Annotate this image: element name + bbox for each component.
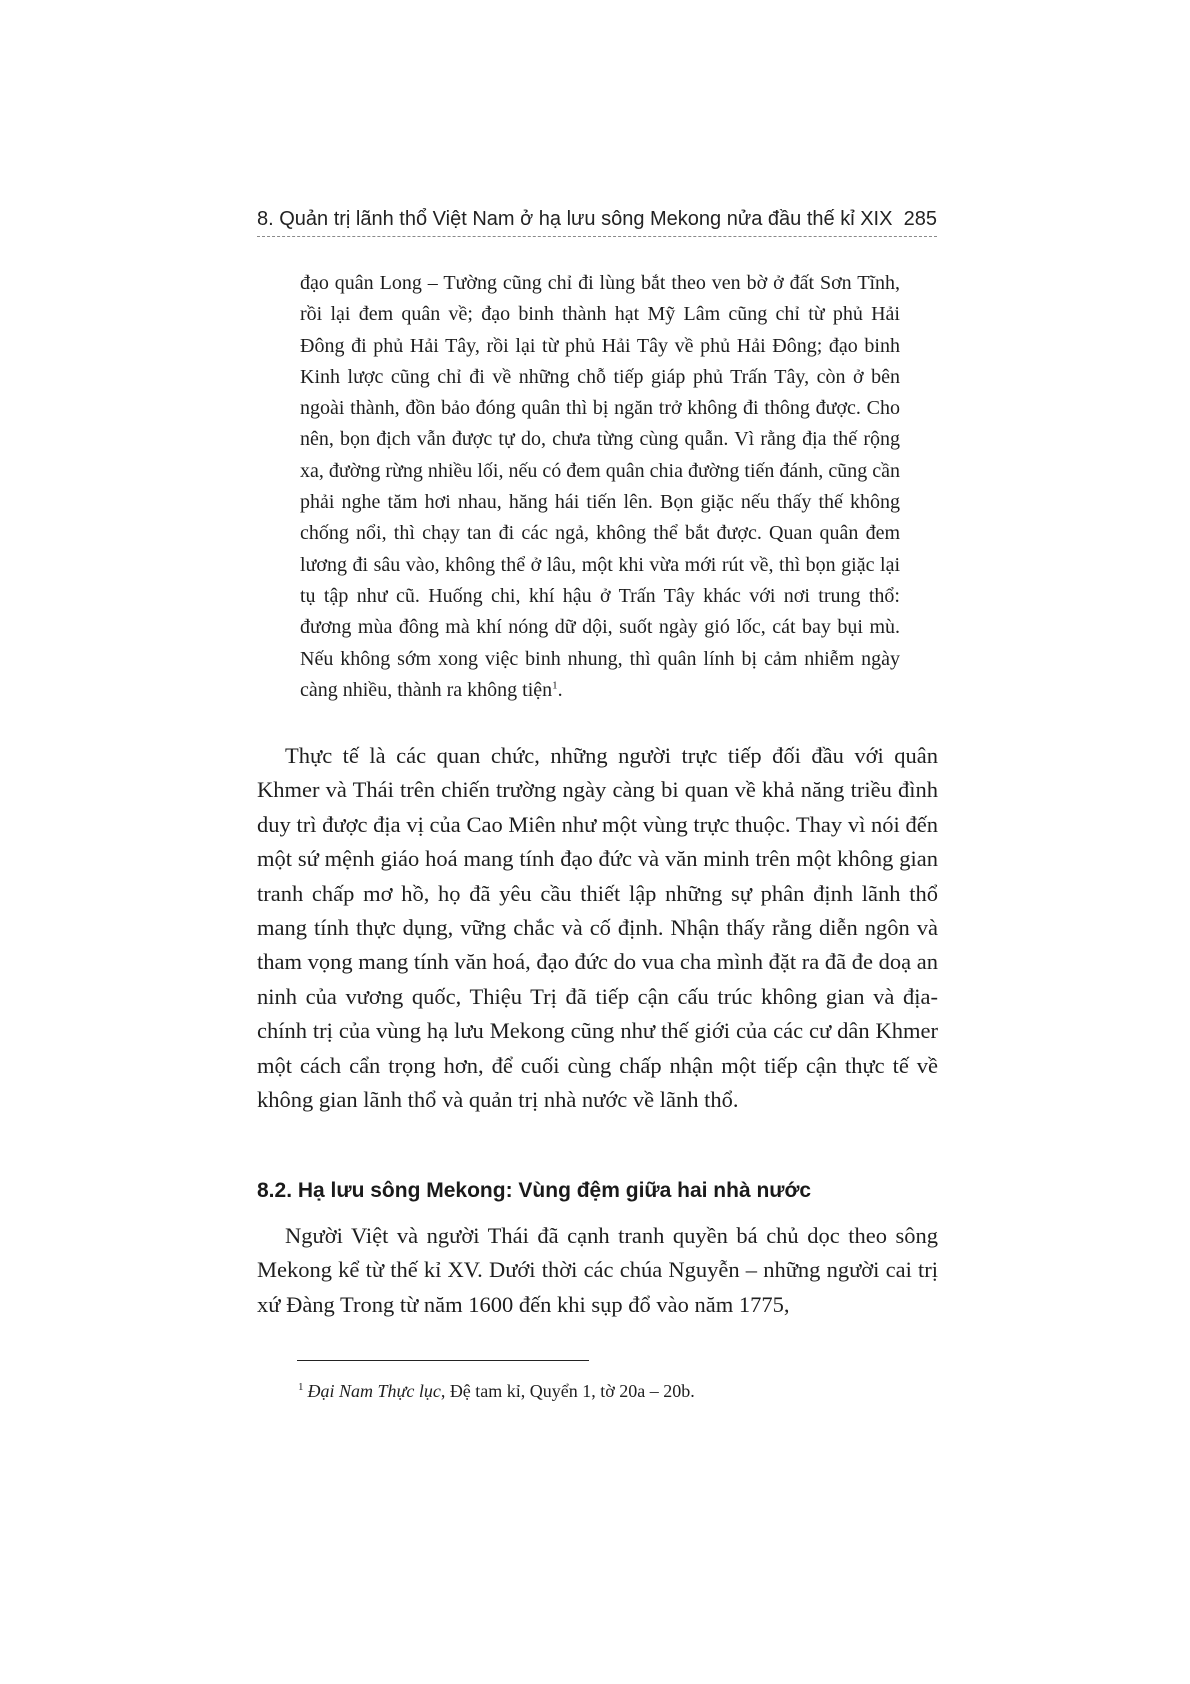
body-section-1 bbox=[257, 739, 938, 1117]
running-header bbox=[257, 204, 937, 237]
quote-text: đạo quân Long – Tường cũng chỉ đi lùng bắt theo ven bờ ở đất Sơn Tĩnh, rồi lại đem quân về; đạo binh thành hạt Mỹ Lâm cũng chỉ từ phủ Hải Đông đi phủ Hải Tây, rồi lại từ phủ Hải Tây về phủ Hải Đông; đạo binh Kinh lược cũng chỉ đi về những chỗ tiếp giáp phủ Trấn Tây, còn ở bên ngoài thành, đồn bảo đóng quân thì bị ngăn trở không đi thông được. Cho nên, bọn địch vẫn được tự do, chưa từng cùng quẫn. Vì rằng địa thế rộng xa, đường rừng nhiều lối, nếu có đem quân chia đường tiến đánh, cũng cần phải nghe tăm hơi nhau, hăng hái tiến lên. Bọn giặc nếu thấy thế không chống nổi, thì chạy tan đi các ngả, không thể bắt được. Quan quân đem lương đi sâu vào, không thể ở lâu, một khi vừa mới rút về, thì bọn giặc lại tụ tập như cũ. Huống chi, khí hậu ở Trấn Tây khác với nơi trung thổ: đương mùa đông mà khí nóng dữ dội, suốt ngày gió lốc, cát bay bụi mù. Nếu không sớm xong việc binh nhung, thì quân lính bị cảm nhiễm ngày càng nhiều, thành ra không tiện bbox=[300, 272, 900, 701]
body-section-2 bbox=[257, 1219, 938, 1322]
block-quote bbox=[300, 268, 900, 706]
footnote bbox=[298, 1378, 695, 1404]
footnote-source-detail: , Đệ tam kỉ, Quyển 1, tờ 20a – 20b. bbox=[440, 1381, 695, 1401]
footnote-reference[interactable]: 1 bbox=[552, 679, 558, 692]
quote-paragraph: đạo quân Long – Tường cũng chỉ đi lùng bắt theo ven bờ ở đất Sơn Tĩnh, rồi lại đem quân về; đạo binh thành hạt Mỹ Lâm cũng chỉ từ phủ Hải Đông đi phủ Hải Tây, rồi lại từ phủ Hải Tây về phủ Hải Đông; đạo binh Kinh lược cũng chỉ đi về những chỗ tiếp giáp phủ Trấn Tây, còn ở bên ngoài thành, đồn bảo đóng quân thì bị ngăn trở không đi thông được. Cho nên, bọn địch vẫn được tự do, chưa từng cùng quẫn. Vì rằng địa thế rộng xa, đường rừng nhiều lối, nếu có đem quân chia đường tiến đánh, cũng cần phải nghe tăm hơi nhau, hăng hái tiến lên. Bọn giặc nếu thấy thế không chống nổi, thì chạy tan đi các ngả, không thể bắt được. Quan quân đem lương đi sâu vào, không thể ở lâu, một khi vừa mới rút về, thì bọn giặc lại tụ tập như cũ. Huống chi, khí hậu ở Trấn Tây khác với nơi trung thổ: đương mùa đông mà khí nóng dữ dội, suốt ngày gió lốc, cát bay bụi mù. Nếu không sớm xong việc binh nhung, thì quân lính bị cảm nhiễm ngày càng nhiều, thành ra không tiện$^1$. bbox=[300, 272, 900, 701]
page-number: 285 bbox=[903, 208, 937, 230]
section-heading: 8.2. Hạ lưu sông Mekong: Vùng đệm giữa hai nhà nước bbox=[257, 1179, 812, 1202]
body-paragraph: Người Việt và người Thái đã cạnh tranh quyền bá chủ dọc theo sông Mekong kể từ thế kỉ XV. Dưới thời các chúa Nguyễn – những người cai trị xứ Đàng Trong từ năm 1600 đến khi sụp đổ vào năm 1775, bbox=[257, 1223, 938, 1317]
footnote-marker: 1 bbox=[298, 1381, 304, 1393]
body-paragraph: Thực tế là các quan chức, những người trực tiếp đối đầu với quân Khmer và Thái trên chiến trường ngày càng bi quan về khả năng triều đình duy trì được địa vị của Cao Miên như một vùng trực thuộc. Thay vì nói đến một sứ mệnh giáo hoá mang tính đạo đức và văn minh trên một không gian tranh chấp mơ hồ, họ đã yêu cầu thiết lập những sự phân định lãnh thổ mang tính thực dụng, vững chắc và cố định. Nhận thấy rằng diễn ngôn và tham vọng mang tính văn hoá, đạo đức do vua cha mình đặt ra đã đe doạ an ninh của vương quốc, Thiệu Trị đã tiếp cận cấu trúc không gian và địa-chính trị của vùng hạ lưu Mekong cũng như thế giới của các cư dân Khmer một cách cẩn trọng hơn, để cuối cùng chấp nhận một tiếp cận thực tế về không gian lãnh thổ và quản trị nhà nước về lãnh thổ. bbox=[257, 743, 938, 1113]
footnote-divider bbox=[297, 1360, 589, 1361]
running-title: 8. Quản trị lãnh thổ Việt Nam ở hạ lưu sông Mekong nửa đầu thế kỉ XIX bbox=[257, 208, 893, 230]
footnote-source-title: Đại Nam Thực lục bbox=[307, 1381, 441, 1401]
